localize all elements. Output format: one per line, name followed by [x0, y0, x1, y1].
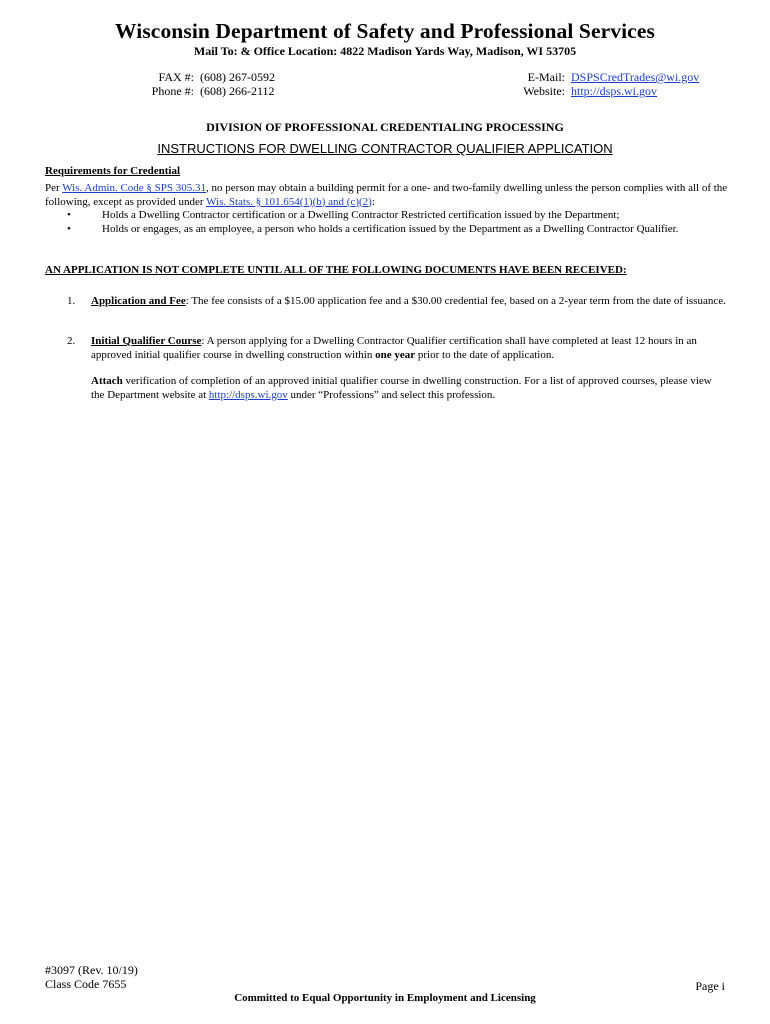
item-number: 2.	[67, 335, 76, 347]
class-code: Class Code 7655	[45, 977, 127, 991]
contact-web-block	[517, 70, 699, 98]
stats-link[interactable]: Wis. Stats. § 101.654(1)(b) and (c)(2)	[206, 195, 372, 208]
requirements-list	[45, 209, 685, 236]
item-heading: Initial Qualifier Course	[91, 335, 202, 347]
item-heading: Application and Fee	[91, 295, 186, 307]
requirements-heading: Requirements for Credential	[45, 165, 181, 177]
footer-form-info	[45, 963, 138, 991]
email-label: E-Mail:	[527, 70, 565, 84]
item-body-end: prior to the date of application.	[415, 348, 555, 361]
item-text	[91, 335, 730, 362]
instructions-title: INSTRUCTIONS FOR DWELLING CONTRACTOR QUALIFIER APPLICATION	[157, 141, 613, 156]
contact-phone-block	[140, 70, 275, 98]
fax-value: (608) 267-0592	[200, 70, 275, 84]
footer-tagline: Committed to Equal Opportunity in Employment and Licensing	[234, 992, 536, 1004]
phone-value: (608) 266-2112	[200, 84, 275, 98]
item-number: 1.	[67, 295, 76, 307]
list-item	[45, 335, 730, 362]
fax-row	[140, 70, 275, 84]
requirement-text: Holds or engages, as an employee, a person who holds a certification issued by the Department as a Dwelling Contractor Qualifier.	[102, 222, 679, 235]
mailing-address: Mail To: & Office Location: 4822 Madison Yards Way, Madison, WI 53705	[193, 44, 577, 58]
item-body: : A person applying for a Dwelling Contractor Qualifier certification shall have completed at least 12 hours in an approved initial qualifier course in dwelling construction within	[91, 335, 697, 361]
attach-text: verification of completion of an approved initial qualifier course in dwelling construction. For a list of approved courses, please view the Department website at	[91, 375, 712, 401]
item-bold: one year	[375, 348, 416, 361]
per-suffix: :	[371, 195, 375, 208]
website-label: Website:	[523, 84, 565, 98]
per-prefix: Per	[45, 182, 63, 194]
email-link[interactable]: DSPSCredTrades@wi.gov	[571, 70, 700, 84]
division-heading: DIVISION OF PROFESSIONAL CREDENTIALING PROCESSING	[206, 120, 564, 134]
list-item	[45, 295, 730, 309]
attach-bold: Attach	[91, 375, 123, 387]
phone-row	[140, 84, 275, 98]
list-item	[45, 223, 685, 237]
fax-label: FAX #:	[158, 70, 194, 84]
notice-colon: :	[622, 264, 627, 276]
page-number: Page i	[695, 979, 725, 993]
form-number: #3097 (Rev. 10/19)	[45, 963, 138, 977]
completeness-notice	[45, 264, 730, 278]
bullet-icon: •	[67, 209, 71, 221]
attach-text-end: under “Professions” and select this profession.	[287, 388, 496, 401]
requirement-text: Holds a Dwelling Contractor certification or a Dwelling Contractor Restricted certification issued by the Department;	[102, 209, 620, 221]
requirements-paragraph	[45, 182, 730, 209]
attach-paragraph	[91, 375, 721, 402]
email-row	[517, 70, 699, 84]
website-link[interactable]: http://dsps.wi.gov	[208, 388, 288, 401]
admin-code-link[interactable]: Wis. Admin. Code § SPS 305.31	[62, 182, 207, 194]
item-body: : The fee consists of a $15.00 application fee and a $30.00 credential fee, based on a 2-year term from the date of issuance.	[185, 295, 726, 307]
notice-text: AN APPLICATION IS NOT COMPLETE UNTIL ALL OF THE FOLLOWING DOCUMENTS HAVE BEEN RECEIVED	[45, 264, 623, 276]
website-link[interactable]: http://dsps.wi.gov	[571, 84, 658, 98]
page-title: Wisconsin Department of Safety and Professional Services	[115, 19, 655, 43]
website-row	[517, 84, 699, 98]
phone-label: Phone #:	[151, 84, 194, 98]
per-middle: , no person may obtain a building permit for a one- and two-family dwelling unless the person complies with all of the following, except as provided under	[45, 182, 728, 208]
bullet-icon: •	[67, 222, 71, 235]
item-text	[91, 295, 730, 309]
list-item	[45, 209, 685, 223]
